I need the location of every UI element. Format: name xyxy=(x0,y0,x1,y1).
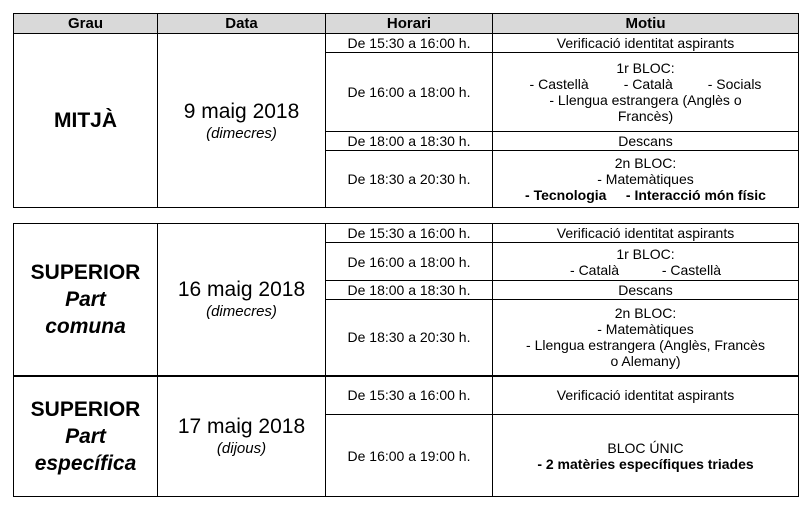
grau-sub-label: Part xyxy=(65,424,106,448)
bloc-title: 2n BLOC: xyxy=(614,155,677,171)
grau-sub-label: comuna xyxy=(45,314,126,338)
subject-item: - Català xyxy=(570,261,620,278)
grau-cell xyxy=(14,34,158,208)
bloc-items xyxy=(497,187,794,203)
bloc-title: 1r BLOC: xyxy=(616,60,675,76)
header-grau: Grau xyxy=(14,14,158,34)
motiu-cell xyxy=(493,53,799,132)
grau-sub-label: Part xyxy=(65,287,106,311)
subject-item: - Castellà xyxy=(661,261,721,278)
motiu-cell: Verificació identitat aspirants xyxy=(493,224,799,243)
horari-cell: De 15:30 a 16:00 h. xyxy=(326,376,493,415)
weekday-label: (dijous) xyxy=(216,440,267,458)
bloc-title: BLOC ÚNIC xyxy=(607,439,684,456)
subject-item: - Socials xyxy=(707,76,762,92)
grau-sub-label: específica xyxy=(34,451,137,475)
weekday-label: (dimecres) xyxy=(206,124,277,142)
grau-cell xyxy=(14,376,158,497)
date-cell xyxy=(158,224,326,376)
date-label: 17 maig 2018 xyxy=(177,415,306,439)
table-row xyxy=(14,376,799,415)
subject-item: - Català xyxy=(623,76,673,92)
subject-item: - Matemàtiques xyxy=(597,171,694,187)
date-cell xyxy=(158,34,326,208)
header-horari: Horari xyxy=(326,14,493,34)
subject-item: - Matemàtiques xyxy=(597,321,694,338)
grau-cell xyxy=(14,224,158,376)
subject-item: - 2 matèries específiques triades xyxy=(537,455,754,472)
subject-item: - Castellà xyxy=(529,76,589,92)
schedule-table-mitja xyxy=(13,13,799,208)
horari-cell: De 15:30 a 16:00 h. xyxy=(326,224,493,243)
horari-cell: De 16:00 a 19:00 h. xyxy=(326,415,493,497)
table-row xyxy=(14,34,799,53)
grau-label: MITJÀ xyxy=(54,109,117,132)
schedule-table-superior xyxy=(13,223,799,497)
bloc-items xyxy=(497,76,794,92)
motiu-cell xyxy=(493,243,799,281)
motiu-cell: Verificació identitat aspirants xyxy=(493,34,799,53)
bloc-title: 1r BLOC: xyxy=(616,245,675,262)
table-row xyxy=(14,224,799,243)
subject-item: - Llengua estrangera (Anglès, Francès xyxy=(526,337,765,354)
date-cell xyxy=(158,376,326,497)
horari-cell: De 18:30 a 20:30 h. xyxy=(326,151,493,208)
motiu-cell xyxy=(493,415,799,497)
grau-label: SUPERIOR xyxy=(30,397,141,421)
horari-cell: De 16:00 a 18:00 h. xyxy=(326,53,493,132)
horari-cell: De 15:30 a 16:00 h. xyxy=(326,34,493,53)
horari-cell: De 18:00 a 18:30 h. xyxy=(326,281,493,300)
date-label: 9 maig 2018 xyxy=(183,99,300,123)
motiu-cell: Descans xyxy=(493,281,799,300)
motiu-cell: Descans xyxy=(493,132,799,151)
motiu-cell xyxy=(493,300,799,376)
subject-item: o Alemany) xyxy=(610,353,681,370)
subject-item: - Llengua estrangera (Anglès o xyxy=(549,92,742,108)
subject-item: Francès) xyxy=(617,108,674,124)
bloc-title: 2n BLOC: xyxy=(614,305,677,322)
header-data: Data xyxy=(158,14,326,34)
horari-cell: De 16:00 a 18:00 h. xyxy=(326,243,493,281)
subject-item: - Interacció món físic xyxy=(625,187,766,203)
header-motiu: Motiu xyxy=(493,14,799,34)
motiu-cell xyxy=(493,151,799,208)
bloc-items xyxy=(497,262,794,278)
motiu-cell: Verificació identitat aspirants xyxy=(493,376,799,415)
horari-cell: De 18:30 a 20:30 h. xyxy=(326,300,493,376)
header-row xyxy=(14,14,799,34)
weekday-label: (dimecres) xyxy=(206,303,277,321)
grau-label: SUPERIOR xyxy=(30,260,141,284)
horari-cell: De 18:00 a 18:30 h. xyxy=(326,132,493,151)
subject-item: - Tecnologia xyxy=(525,187,607,203)
date-label: 16 maig 2018 xyxy=(177,278,306,302)
